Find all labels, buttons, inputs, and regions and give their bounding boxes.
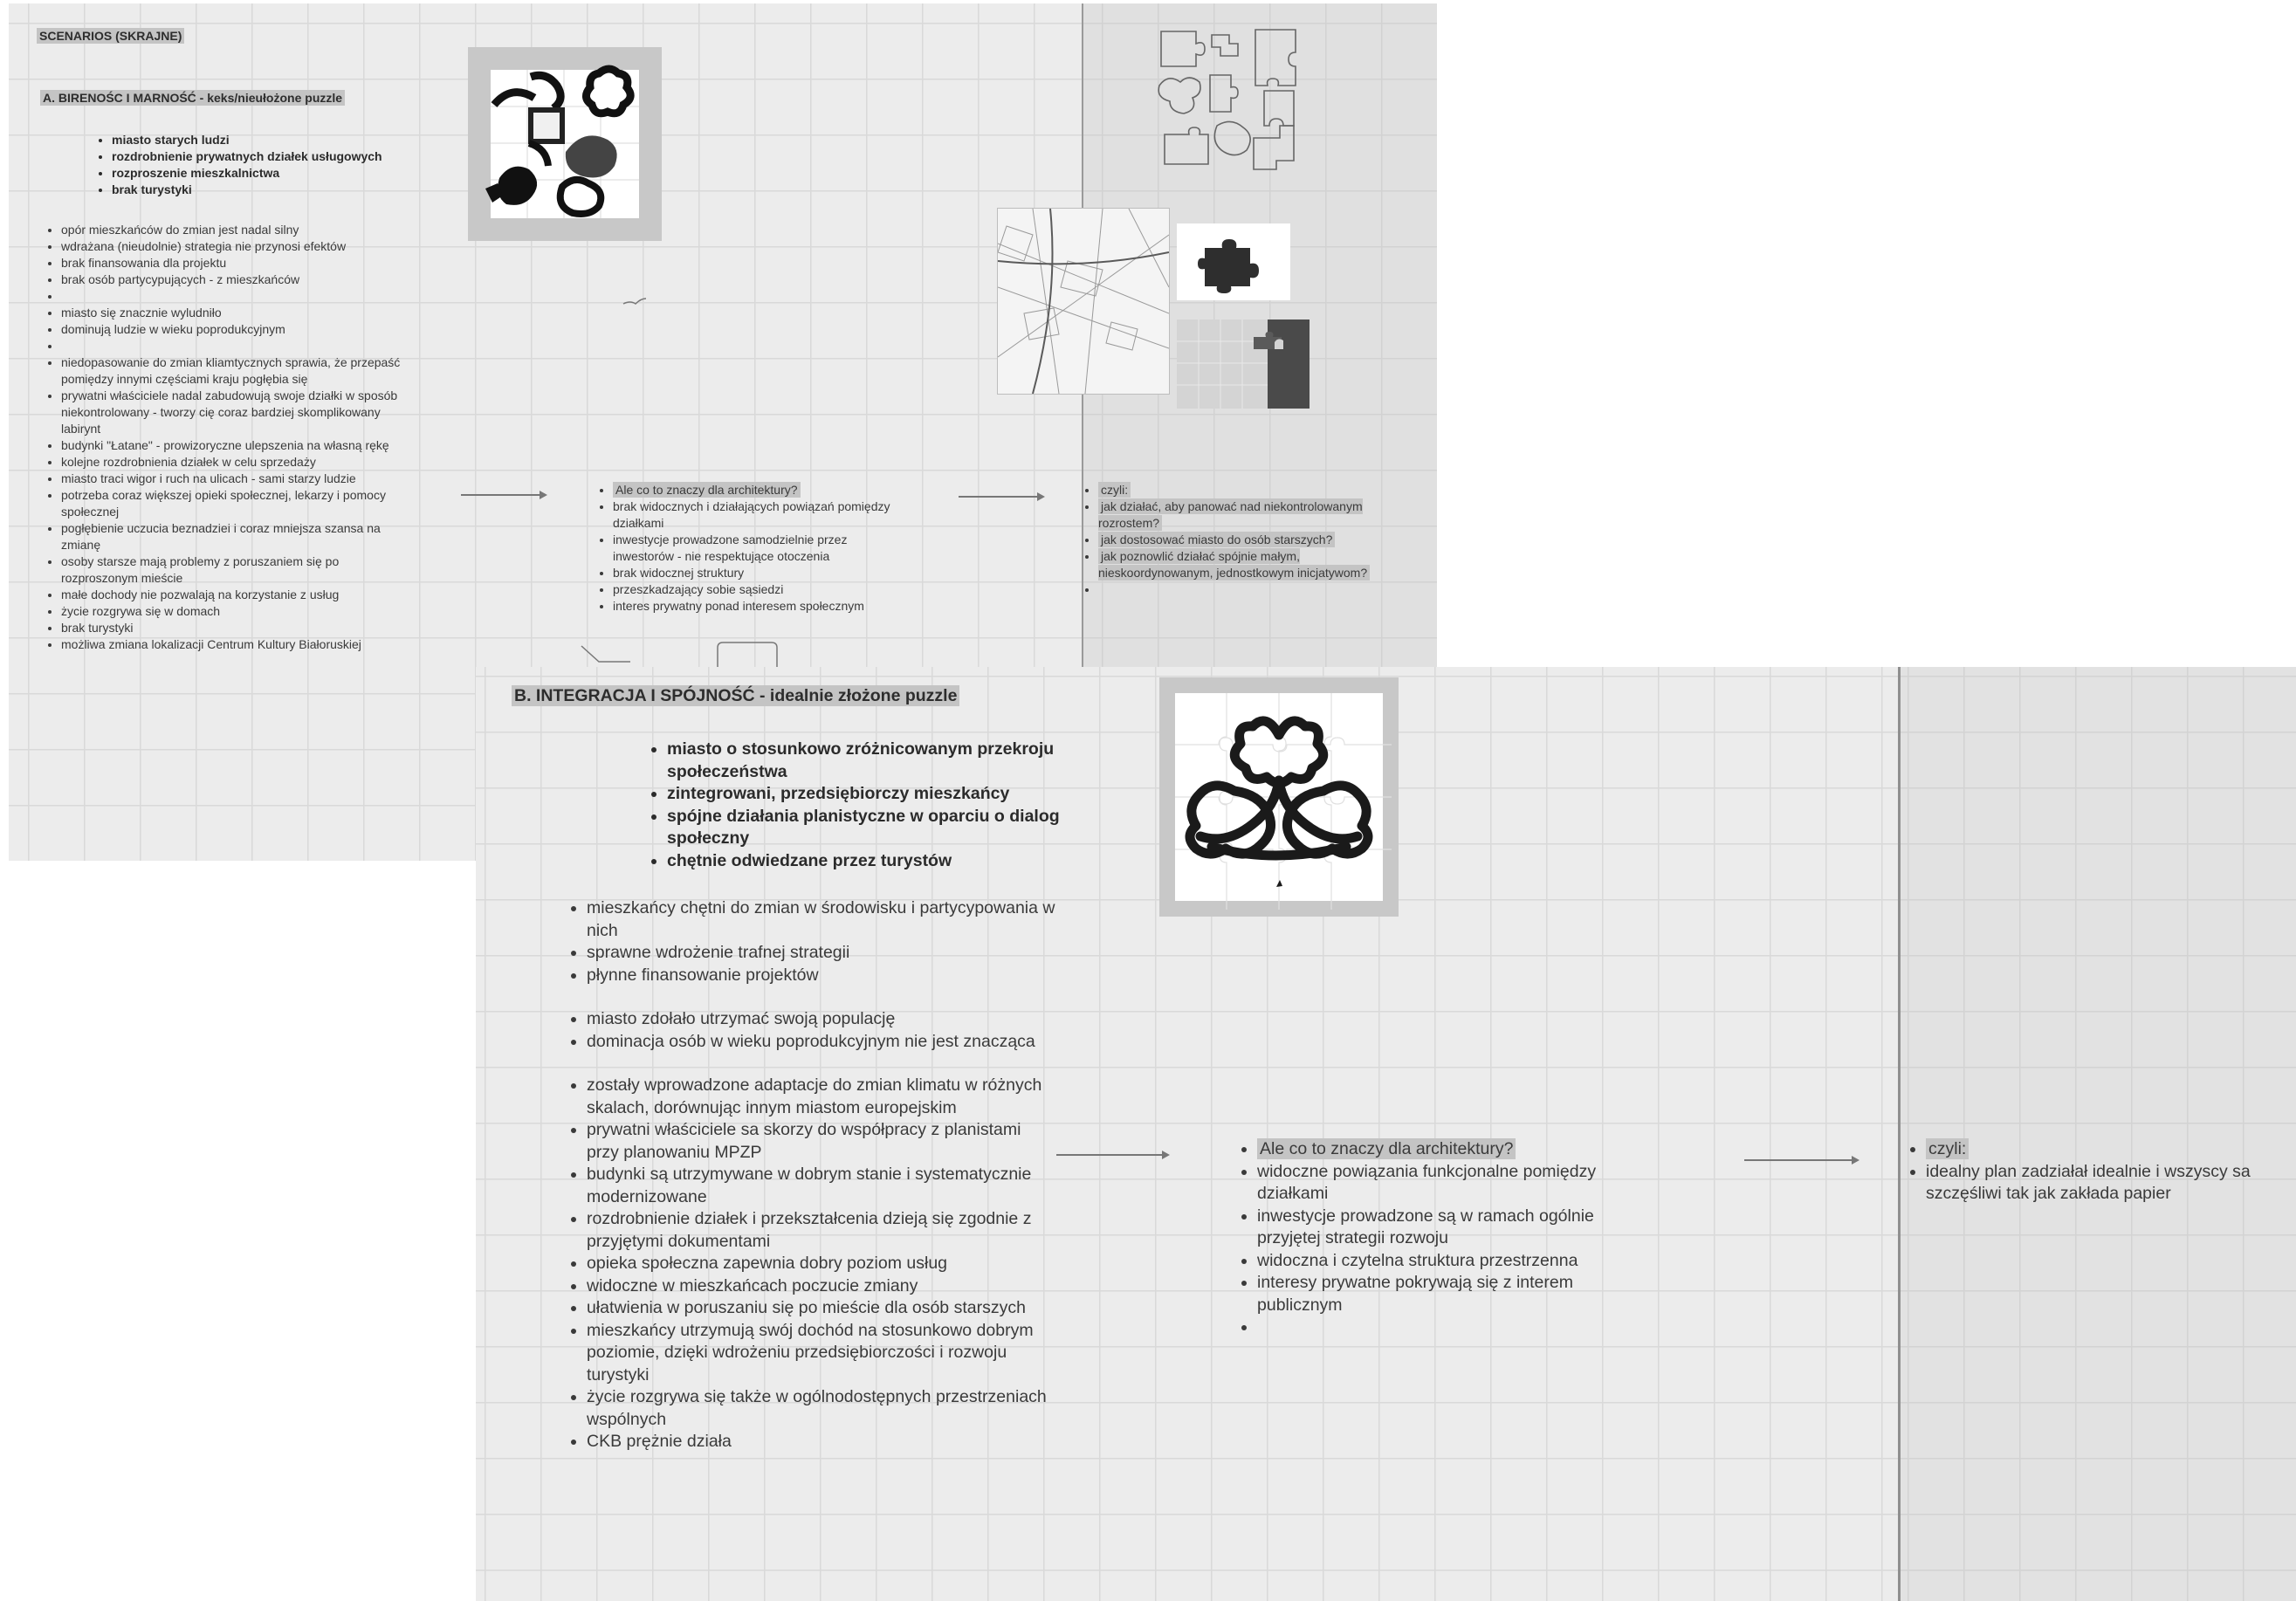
board-b-details — [567, 897, 1056, 1453]
list-item: • dominacja osób w wieku poprodukcyjnym nie jest znacząca — [587, 1031, 1056, 1054]
list-item: • brak finansowania dla projektu — [61, 255, 409, 271]
conclusion-text: jak poznowlić działać spójnie małym, nieskoordynowanym, jednostkowym inicjatywom? — [1098, 548, 1370, 581]
city-map-image[interactable] — [997, 208, 1170, 395]
list-item — [1098, 581, 1402, 598]
list-item: • wdrażana (nieudolnie) strategia nie przynosi efektów — [61, 238, 409, 255]
list-item: • możliwa zmiana lokalizacji Centrum Kultury Białoruskiej — [61, 636, 409, 653]
box-sketch-icon — [714, 639, 780, 669]
board-a-heading-text: A. BIRENOŚC I MARNOŚĆ - keks/nieułożone puzzle — [40, 90, 345, 106]
list-item: • pogłębienie uczucia beznadziei i coraz mniejsza szansa na zmianę — [61, 520, 409, 553]
list-item: • inwestycje prowadzone są w ramach ogólnie przyjętej strategii rozwoju — [1257, 1206, 1622, 1250]
list-item: • miasto się znacznie wyludniło — [61, 305, 409, 321]
conclusion-text: jak działać, aby panować nad niekontrolowanym rozrostem? — [1098, 499, 1363, 530]
list-item: • niedopasowanie do zmian kliamtycznych sprawia, że przepaść pomiędzy innymi częściami kraju pogłębia się — [61, 354, 409, 388]
board-b-heading — [512, 686, 959, 706]
board-b-heading-text: B. INTEGRACJA I SPÓJNOŚĆ - idealnie złożone puzzle — [512, 685, 959, 706]
board-b-arrow-1 — [1056, 1154, 1168, 1156]
list-item: • mieszkańcy chętni do zmian w środowisku i partycypowania w nich — [587, 897, 1056, 942]
list-item: • zintegrowani, przedsiębiorczy mieszkańcy — [667, 783, 1084, 806]
list-item — [1926, 1138, 2282, 1161]
scenarios-title — [37, 29, 184, 43]
list-item: • miasto traci wigor i ruch na ulicach - sami starzy ludzie — [61, 471, 409, 487]
list-item: • widoczna i czytelna struktura przestrzenna — [1257, 1250, 1622, 1273]
assembled-puzzle-icon — [1159, 677, 1399, 917]
gray-puzzle-icon — [1177, 320, 1310, 409]
board-b-conclusion — [1907, 1138, 2282, 1206]
list-item: • osoby starsze mają problemy z poruszaniem się po rozproszonym mieście — [61, 553, 409, 587]
list-item: • idealny plan zadziałał idealnie i wszyscy sa szczęśliwi tak jak zakłada papier — [1926, 1161, 2282, 1206]
assembled-puzzle-image[interactable] — [1159, 677, 1399, 917]
arch-question-text: Ale co to znaczy dla architektury? — [613, 482, 801, 498]
board-b-conclusion-column — [1899, 667, 2296, 1601]
list-item: • płynne finansowanie projektów — [587, 965, 1056, 987]
board-b-column-divider — [1898, 667, 1901, 1601]
connector-scribble-icon — [622, 295, 648, 307]
list-item: • potrzeba coraz większej opieki społecznej, lekarzy i pomocy społecznej — [61, 487, 409, 520]
list-item: • interesy prywatne pokrywają się z interem publicznym — [1257, 1272, 1622, 1316]
list-item — [1098, 482, 1402, 498]
list-item — [613, 482, 908, 498]
list-item: • ułatwienia w poruszaniu się po mieście dla osób starszych — [587, 1297, 1056, 1320]
list-item: • widoczne w mieszkańcach poczucie zmiany — [587, 1275, 1056, 1298]
board-a-conclusion — [1079, 482, 1402, 598]
list-item — [1098, 532, 1402, 548]
list-item: • dominują ludzie w wieku poprodukcyjnym — [61, 321, 409, 338]
board-b-arrow-2 — [1744, 1159, 1858, 1161]
list-item — [1098, 498, 1402, 532]
list-item: • miasto o stosunkowo zróżnicowanym przekroju społeczeństwa — [667, 739, 1084, 783]
gray-puzzle-image[interactable] — [1177, 320, 1310, 409]
list-item: • opieka społeczna zapewnia dobry poziom usług — [587, 1253, 1056, 1275]
list-item: • prywatni właściciele nadal zabudowują swoje działki w sposób niekontrolowany - tworzy cię coraz bardziej skomplikowany labirynt — [61, 388, 409, 437]
list-item: • widoczne powiązania funkcjonalne pomiędzy działkami — [1257, 1161, 1622, 1206]
board-b-architecture-notes — [1238, 1138, 1622, 1338]
conclusion-text: jak dostosować miasto do osób starszych? — [1098, 532, 1335, 547]
list-item: • życie rozgrywa się w domach — [61, 603, 409, 620]
list-item: • rozproszenie mieszkalnictwa — [112, 165, 442, 182]
list-item: • miasto starych ludzi — [112, 132, 442, 148]
arch-question-text: Ale co to znaczy dla architektury? — [1257, 1138, 1516, 1159]
list-item: • CKB prężnie działa — [587, 1431, 1056, 1453]
list-item: • kolejne rozdrobnienia działek w celu sprzedaży — [61, 454, 409, 471]
list-item: • małe dochody nie pozwalają na korzystanie z usług — [61, 587, 409, 603]
spacer — [567, 986, 1056, 1008]
list-item: • brak widocznych i działających powiązań pomiędzy działkami — [613, 498, 908, 532]
conclusion-text: czyli: — [1926, 1138, 1969, 1159]
list-item: • przeszkadzający sobie sąsiedzi — [613, 581, 908, 598]
puzzle-pieces-sketch-icon — [1144, 23, 1318, 189]
list-item — [1098, 548, 1402, 581]
list-item: • brak turystyki — [112, 182, 442, 198]
board-a-details — [42, 222, 409, 653]
list-item: • interes prywatny ponad interesem społecznym — [613, 598, 908, 615]
list-item: • rozdrobnienie działek i przekształcenia dzieją się zgodnie z przyjętymi dokumentami — [587, 1208, 1056, 1253]
scattered-puzzle-image[interactable] — [468, 47, 662, 241]
list-item — [61, 288, 409, 305]
dark-puzzle-piece-icon — [1177, 223, 1290, 300]
list-item: • spójne działania planistyczne w oparciu o dialog społeczny — [667, 806, 1084, 850]
list-item — [61, 338, 409, 354]
list-item: • sprawne wdrożenie trafnej strategii — [587, 942, 1056, 965]
list-item: • mieszkańcy utrzymują swój dochód na stosunkowo dobrym poziomie, dzięki wdrożeniu przedsiębiorczości i rozwoju turystyki — [587, 1320, 1056, 1387]
list-item: • prywatni właściciele sa skorzy do współpracy z planistami przy planowaniu MPZP — [587, 1119, 1056, 1164]
dark-pieces-image[interactable] — [1177, 223, 1290, 300]
list-item: • budynki "Łatane" - prowizoryczne ulepszenia na własną rękę — [61, 437, 409, 454]
list-item: • chętnie odwiedzane przez turystów — [667, 850, 1084, 873]
list-item: • miasto zdołało utrzymać swoją populację — [587, 1008, 1056, 1031]
list-item: • budynki są utrzymywane w dobrym stanie i systematycznie modernizowane — [587, 1164, 1056, 1208]
list-item: • życie rozgrywa się także w ogólnodostępnych przestrzeniach wspólnych — [587, 1386, 1056, 1431]
city-map-icon — [998, 209, 1169, 394]
scenarios-title-text: SCENARIOS (SKRAJNE) — [37, 28, 184, 44]
tray-sketch-icon — [580, 644, 632, 667]
list-item: • rozdrobnienie prywatnych działek usługowych — [112, 148, 442, 165]
conclusion-text: czyli: — [1098, 482, 1131, 498]
list-item: • opór mieszkańców do zmian jest nadal silny — [61, 222, 409, 238]
list-item: • inwestycje prowadzone samodzielnie przez inwestorów - nie respektujące otoczenia — [613, 532, 908, 565]
scattered-puzzle-icon — [468, 47, 662, 241]
spacer — [567, 1053, 1056, 1075]
board-a-key-points — [93, 132, 442, 198]
list-item — [1257, 1316, 1622, 1338]
board-a-architecture-notes — [594, 482, 908, 615]
list-item: • brak turystyki — [61, 620, 409, 636]
board-b-key-points — [648, 739, 1084, 872]
list-item: • zostały wprowadzone adaptacje do zmian klimatu w różnych skalach, dorównując innym miastom europejskim — [587, 1075, 1056, 1119]
list-item: • brak widocznej struktury — [613, 565, 908, 581]
board-a-arrow-2 — [959, 496, 1043, 498]
board-a-arrow-1 — [461, 494, 546, 496]
list-item: • brak osób partycypujących - z mieszkańców — [61, 271, 409, 288]
board-a-heading — [40, 91, 345, 105]
list-item — [1257, 1138, 1622, 1161]
